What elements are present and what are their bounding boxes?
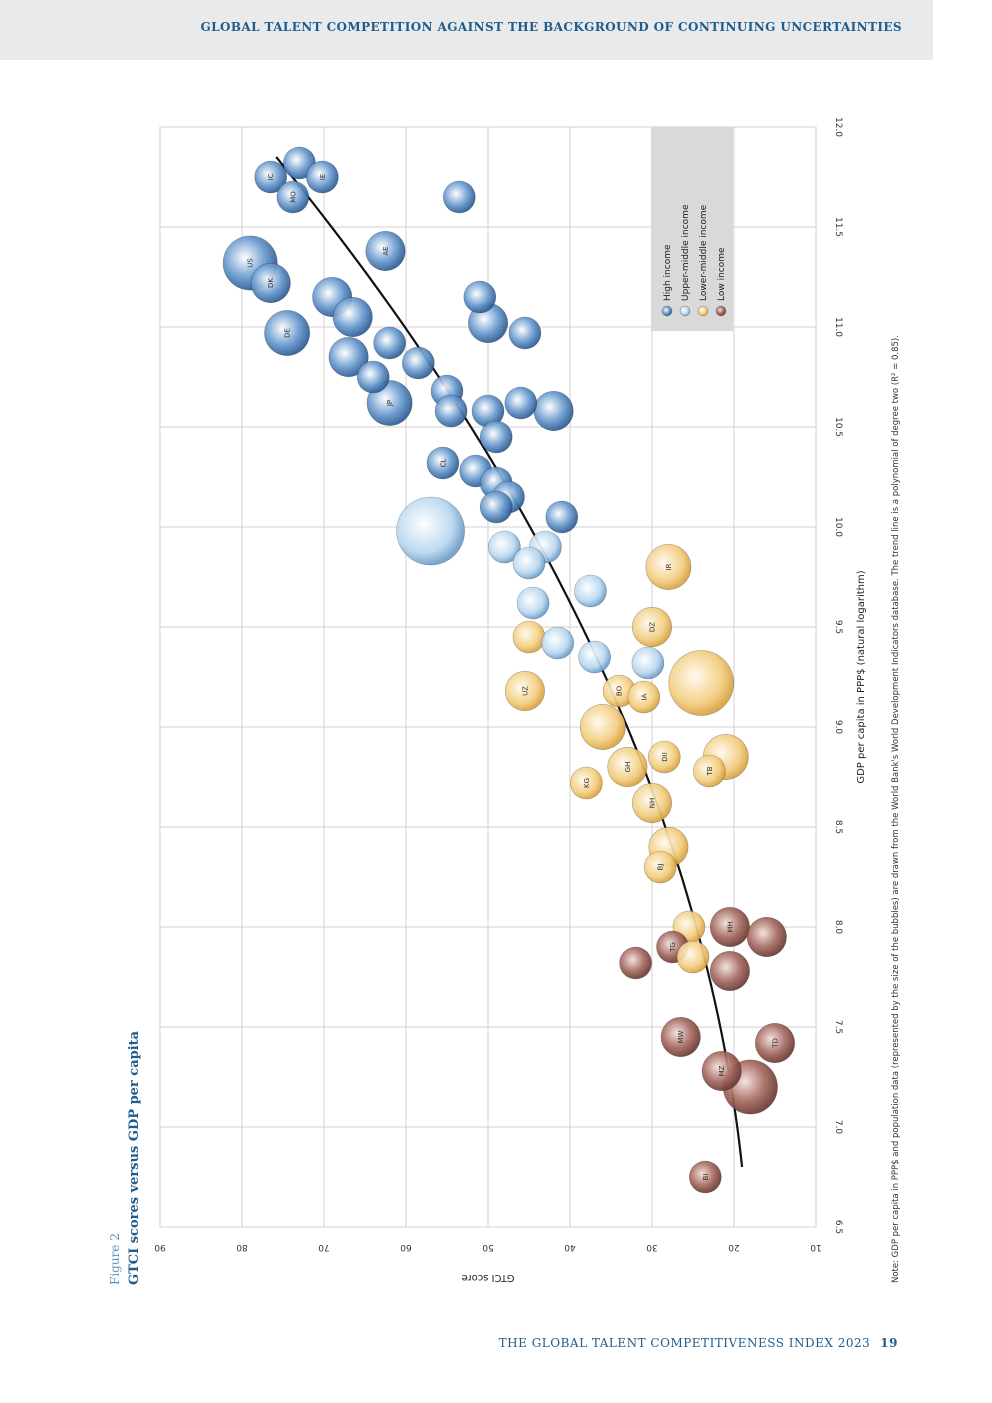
bubble-circle	[464, 281, 496, 313]
bubble-circle	[579, 641, 611, 673]
bubble-circle	[517, 587, 549, 619]
bubble	[570, 767, 602, 799]
bubble	[632, 607, 671, 646]
bubble	[480, 491, 512, 523]
x-tick-label: 8.5	[833, 819, 843, 835]
bubble	[402, 347, 434, 379]
x-tick-label: 9.5	[833, 619, 843, 635]
bubble	[648, 741, 680, 773]
x-tick-label: 7.5	[833, 1019, 843, 1035]
bubble	[480, 421, 512, 453]
legend-label: Lower-middle income	[699, 204, 709, 301]
bubble	[517, 587, 549, 619]
x-tick-label: 6.5	[833, 1219, 843, 1235]
figure-note: Note: GDP per capita in PPP$ and population data (represented by the size of the bubbles) are drawn from the World Bank's World Development Indicators database. The trend line is a polynomial of degree two (R² = 0.85).	[891, 335, 901, 1283]
y-tick-label: 50	[482, 1242, 494, 1252]
bubble-label: IE	[318, 173, 327, 181]
bubble	[710, 907, 749, 946]
bubble-circle	[580, 704, 625, 749]
bubble	[513, 621, 545, 653]
bubble-circle	[374, 327, 406, 359]
bubble-label: BJ	[656, 863, 665, 871]
legend-label: Low income	[717, 247, 727, 301]
bubble-label: CL	[439, 458, 448, 468]
bubble-circle	[443, 181, 475, 213]
y-tick-label: 90	[154, 1242, 166, 1252]
y-tick-label: 60	[400, 1242, 412, 1252]
bubble	[435, 395, 467, 427]
bubble	[755, 1023, 794, 1062]
legend-label: High income	[663, 244, 673, 301]
bubble	[710, 951, 749, 990]
bubble-label: BI	[701, 1173, 710, 1181]
bubble-circle	[357, 361, 389, 393]
figure-title: GTCI scores versus GDP per capita	[127, 1030, 142, 1285]
bubble	[265, 310, 310, 355]
bubble	[677, 941, 709, 973]
bubble	[747, 917, 786, 956]
bubble-label: MO	[289, 191, 298, 203]
bubble	[427, 447, 459, 479]
bubble	[534, 391, 573, 430]
bubble-label: MZ	[718, 1065, 727, 1077]
bubble-circle	[480, 421, 512, 453]
bubble-label: JP	[386, 399, 395, 407]
bubble	[306, 161, 338, 193]
bubble-label: TD	[771, 1038, 780, 1048]
bubble-label: TB	[705, 766, 714, 776]
bubble	[277, 181, 309, 213]
bubble-circle	[620, 947, 652, 979]
y-tick-label: 30	[646, 1242, 658, 1252]
bubble	[702, 1051, 741, 1090]
x-tick-label: 11.5	[833, 216, 843, 238]
bubble-circle	[435, 395, 467, 427]
bubble	[505, 671, 544, 710]
x-tick-label: 9.0	[833, 719, 843, 735]
bubble-label: DZ	[648, 621, 657, 633]
bubble-label: NH	[648, 797, 657, 809]
page-number: 19	[880, 1336, 898, 1350]
bubble-circle	[505, 387, 537, 419]
legend	[651, 127, 733, 331]
bubble-label: US	[246, 258, 255, 268]
bubble-circle	[677, 941, 709, 973]
bubble-label: BO	[615, 685, 624, 697]
bubble-label: UZ	[521, 686, 530, 696]
bubble-circle	[542, 627, 574, 659]
bubble-label: DK	[267, 278, 276, 288]
x-tick-label: 12.0	[833, 116, 843, 138]
bubble-label: IA	[640, 693, 649, 701]
bubble	[620, 947, 652, 979]
bubble	[251, 263, 290, 302]
legend-swatch	[698, 306, 708, 316]
bubble-circle	[575, 575, 607, 607]
bubble	[608, 747, 647, 786]
y-tick-label: 40	[564, 1242, 576, 1252]
bubble-circle	[333, 297, 372, 336]
bubble-circle	[513, 547, 545, 579]
x-tick-label: 8.0	[833, 919, 843, 935]
bubble	[575, 575, 607, 607]
running-header-title: GLOBAL TALENT COMPETITION AGAINST THE BACKGROUND OF CONTINUING UNCERTAINTIES	[200, 20, 902, 34]
x-tick-label: 7.0	[833, 1119, 843, 1135]
legend-swatch	[716, 306, 726, 316]
y-axis-title: GTCI score	[461, 1272, 515, 1283]
bubble	[632, 783, 671, 822]
bubble	[646, 544, 691, 589]
bubble	[333, 297, 372, 336]
legend-swatch	[662, 306, 672, 316]
bubble	[509, 317, 541, 349]
x-axis-ticks	[833, 117, 843, 1234]
bubble	[443, 181, 475, 213]
x-tick-label: 10.5	[833, 416, 843, 438]
bubble	[397, 497, 465, 565]
bubble-circle	[513, 621, 545, 653]
figure-label: Figure 2	[108, 1233, 122, 1285]
bubble	[374, 327, 406, 359]
bubble	[505, 387, 537, 419]
bubble-circle	[669, 651, 734, 716]
y-tick-label: 10	[810, 1242, 822, 1252]
bubble	[357, 361, 389, 393]
bubble-circle	[397, 497, 465, 565]
y-tick-label: 20	[728, 1242, 740, 1252]
bubble	[661, 1017, 700, 1056]
footer-title: THE GLOBAL TALENT COMPETITIVENESS INDEX 2023	[498, 1336, 871, 1350]
bubble-label: TG	[669, 942, 677, 952]
bubble-circle	[534, 391, 573, 430]
page-footer	[499, 1336, 898, 1350]
bubble	[689, 1161, 721, 1193]
bubble-label: GH	[623, 761, 632, 773]
x-tick-label: 10.0	[833, 516, 843, 538]
legend-label: Upper-middle income	[681, 204, 691, 301]
x-axis-title: GDP per capita in PPP$ (natural logarithm)	[856, 570, 867, 784]
bubble-label: IC	[267, 173, 276, 181]
bubble-circle	[747, 917, 786, 956]
bubble	[628, 681, 660, 713]
bubble-label: KG	[582, 777, 591, 789]
y-tick-label: 80	[236, 1242, 248, 1252]
bubble	[693, 755, 725, 787]
bubble	[632, 647, 664, 679]
bubble-circle	[509, 317, 541, 349]
bubble-circle	[710, 951, 749, 990]
bubble	[669, 651, 734, 716]
bubble	[542, 627, 574, 659]
bubble-label: DII	[660, 752, 669, 762]
legend-swatch	[680, 306, 690, 316]
bubble	[644, 851, 676, 883]
bubble-circle	[402, 347, 434, 379]
bubble	[579, 641, 611, 673]
bubble-circle	[480, 491, 512, 523]
x-tick-label: 11.0	[833, 316, 843, 338]
bubble-label: DE	[283, 328, 292, 338]
bubble-label: IR	[664, 563, 673, 571]
bubble	[546, 501, 578, 533]
bubble	[513, 547, 545, 579]
bubble-circle	[632, 647, 664, 679]
bubble	[580, 704, 625, 749]
y-axis-ticks	[154, 1242, 822, 1252]
bubble	[464, 281, 496, 313]
bubble	[366, 231, 405, 270]
bubble-label: AE	[382, 246, 390, 256]
bubble-label: MW	[677, 1030, 686, 1044]
bubble-label: MH	[726, 921, 735, 933]
y-tick-label: 70	[318, 1242, 330, 1252]
bubble-circle	[546, 501, 578, 533]
